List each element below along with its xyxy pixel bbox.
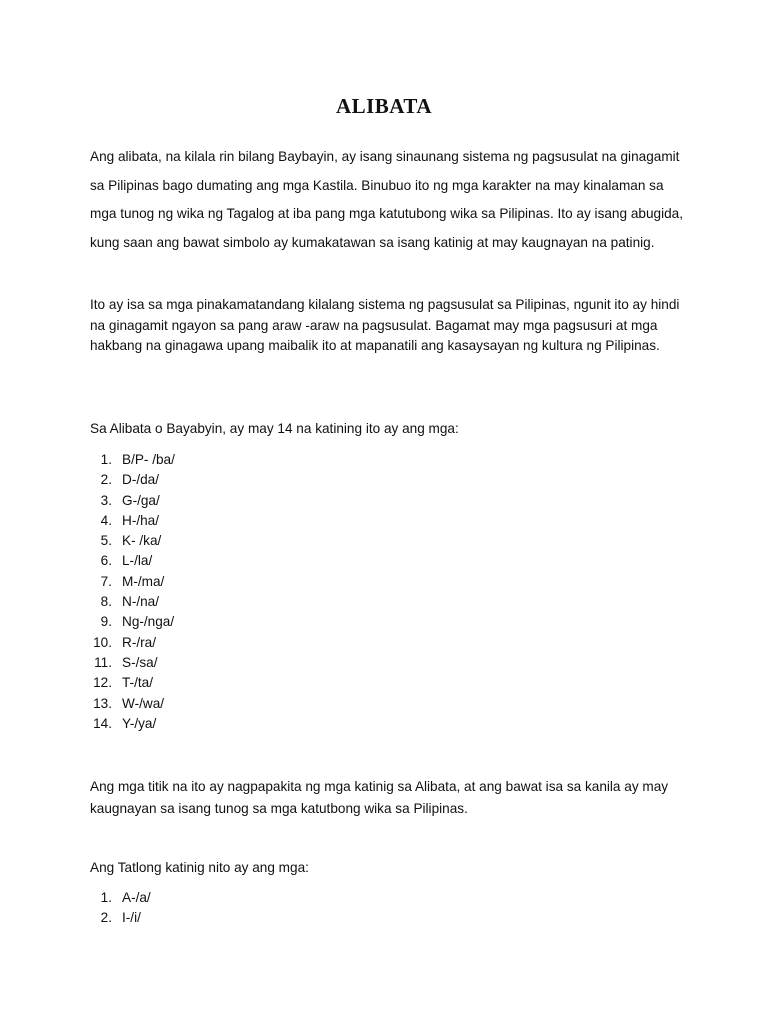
list-item [90,653,175,673]
list-item [90,491,175,511]
list-item [90,592,175,612]
list-number: 12. [93,675,112,691]
list-number: 11. [94,654,112,670]
list-item-text: T-/ta/ [122,675,153,691]
list-item-text: Y-/ya/ [122,715,157,731]
list-item [90,511,175,531]
list-item-text: A-/a/ [122,890,151,905]
list-item-text: D-/da/ [122,472,160,488]
document-title: ALIBATA [335,94,433,118]
list-item-text: H-/ha/ [122,512,160,528]
list-item-text: N-/na/ [122,594,160,610]
list-number: 2. [100,472,112,488]
list-number: 14. [93,715,112,731]
list-item [90,888,151,908]
list-item [90,572,175,592]
paragraph-intro: Ang alibata, na kilala rin bilang Baybayin, ay isang sinaunang sistema ng pagsusulat na ginagamit sa Pilipinas bago dumating ang mga Kastila. Binubuo ito ng mga karakter na may kinalaman sa mga tunog ng wika ng Tagalog at iba pang mga katutubong wika sa Pilipinas. Ito ay isang abugida, kung saan ang bawat simbolo ay kumakatawan sa isang katinig at may kaugnayan na patinig. [90,149,683,250]
list-number: 8. [100,594,112,610]
list-item [90,612,175,632]
list-item [90,908,151,928]
consonants-intro: Sa Alibata o Bayabyin, ay may 14 na katining ito ay ang mga: [90,421,459,436]
paragraph-explanation: Ang mga titik na ito ay nagpapakita ng mga katinig sa Alibata, at ang bawat isa sa kanila ay may kaugnayan sa isang tunog sa mga katutbong wika sa Pilipinas. [90,779,669,816]
list-number: 5. [100,533,112,549]
paragraph-history: Ito ay isa sa mga pinakamatandang kilalang sistema ng pagsusulat sa Pilipinas, ngunit ito ay hindi na ginagamit ngayon sa pang araw -araw na pagsusulat. Bagamat may mga pagsusuri at mga hakbang na ginagawa upang maibalik ito at mapanatili ang kasaysayan ng kultura ng Pilipinas. [90,297,680,353]
vowel-list [90,888,151,929]
list-number: 1. [100,452,112,467]
list-item-text: S-/sa/ [122,654,158,670]
vowels-intro: Ang Tatlong katinig nito ay ang mga: [90,860,309,875]
list-number: 6. [100,553,112,569]
list-number: 13. [93,695,112,711]
list-item-text: R-/ra/ [122,634,156,650]
list-item-text: W-/wa/ [122,695,165,711]
list-item-text: L-/la/ [122,553,153,569]
list-item-text: K- /ka/ [122,533,162,549]
list-item [90,470,175,490]
list-number: 9. [100,614,112,630]
list-item [90,673,175,693]
list-item [90,551,175,571]
list-number: 4. [100,512,112,528]
list-item [90,714,175,734]
list-number: 7. [100,573,112,589]
list-number: 3. [100,492,112,508]
list-number: 1. [100,890,112,905]
list-item [90,531,175,551]
consonant-list [90,450,175,734]
list-number: 2. [100,910,112,926]
list-item-text: B/P- /ba/ [122,452,175,467]
list-item [90,633,175,653]
list-item-text: M-/ma/ [122,573,165,589]
list-item [90,450,175,470]
list-item [90,694,175,714]
list-item-text: Ng-/nga/ [122,614,175,630]
list-item-text: I-/i/ [122,910,141,926]
list-item-text: G-/ga/ [122,492,160,508]
list-number: 10. [93,634,112,650]
